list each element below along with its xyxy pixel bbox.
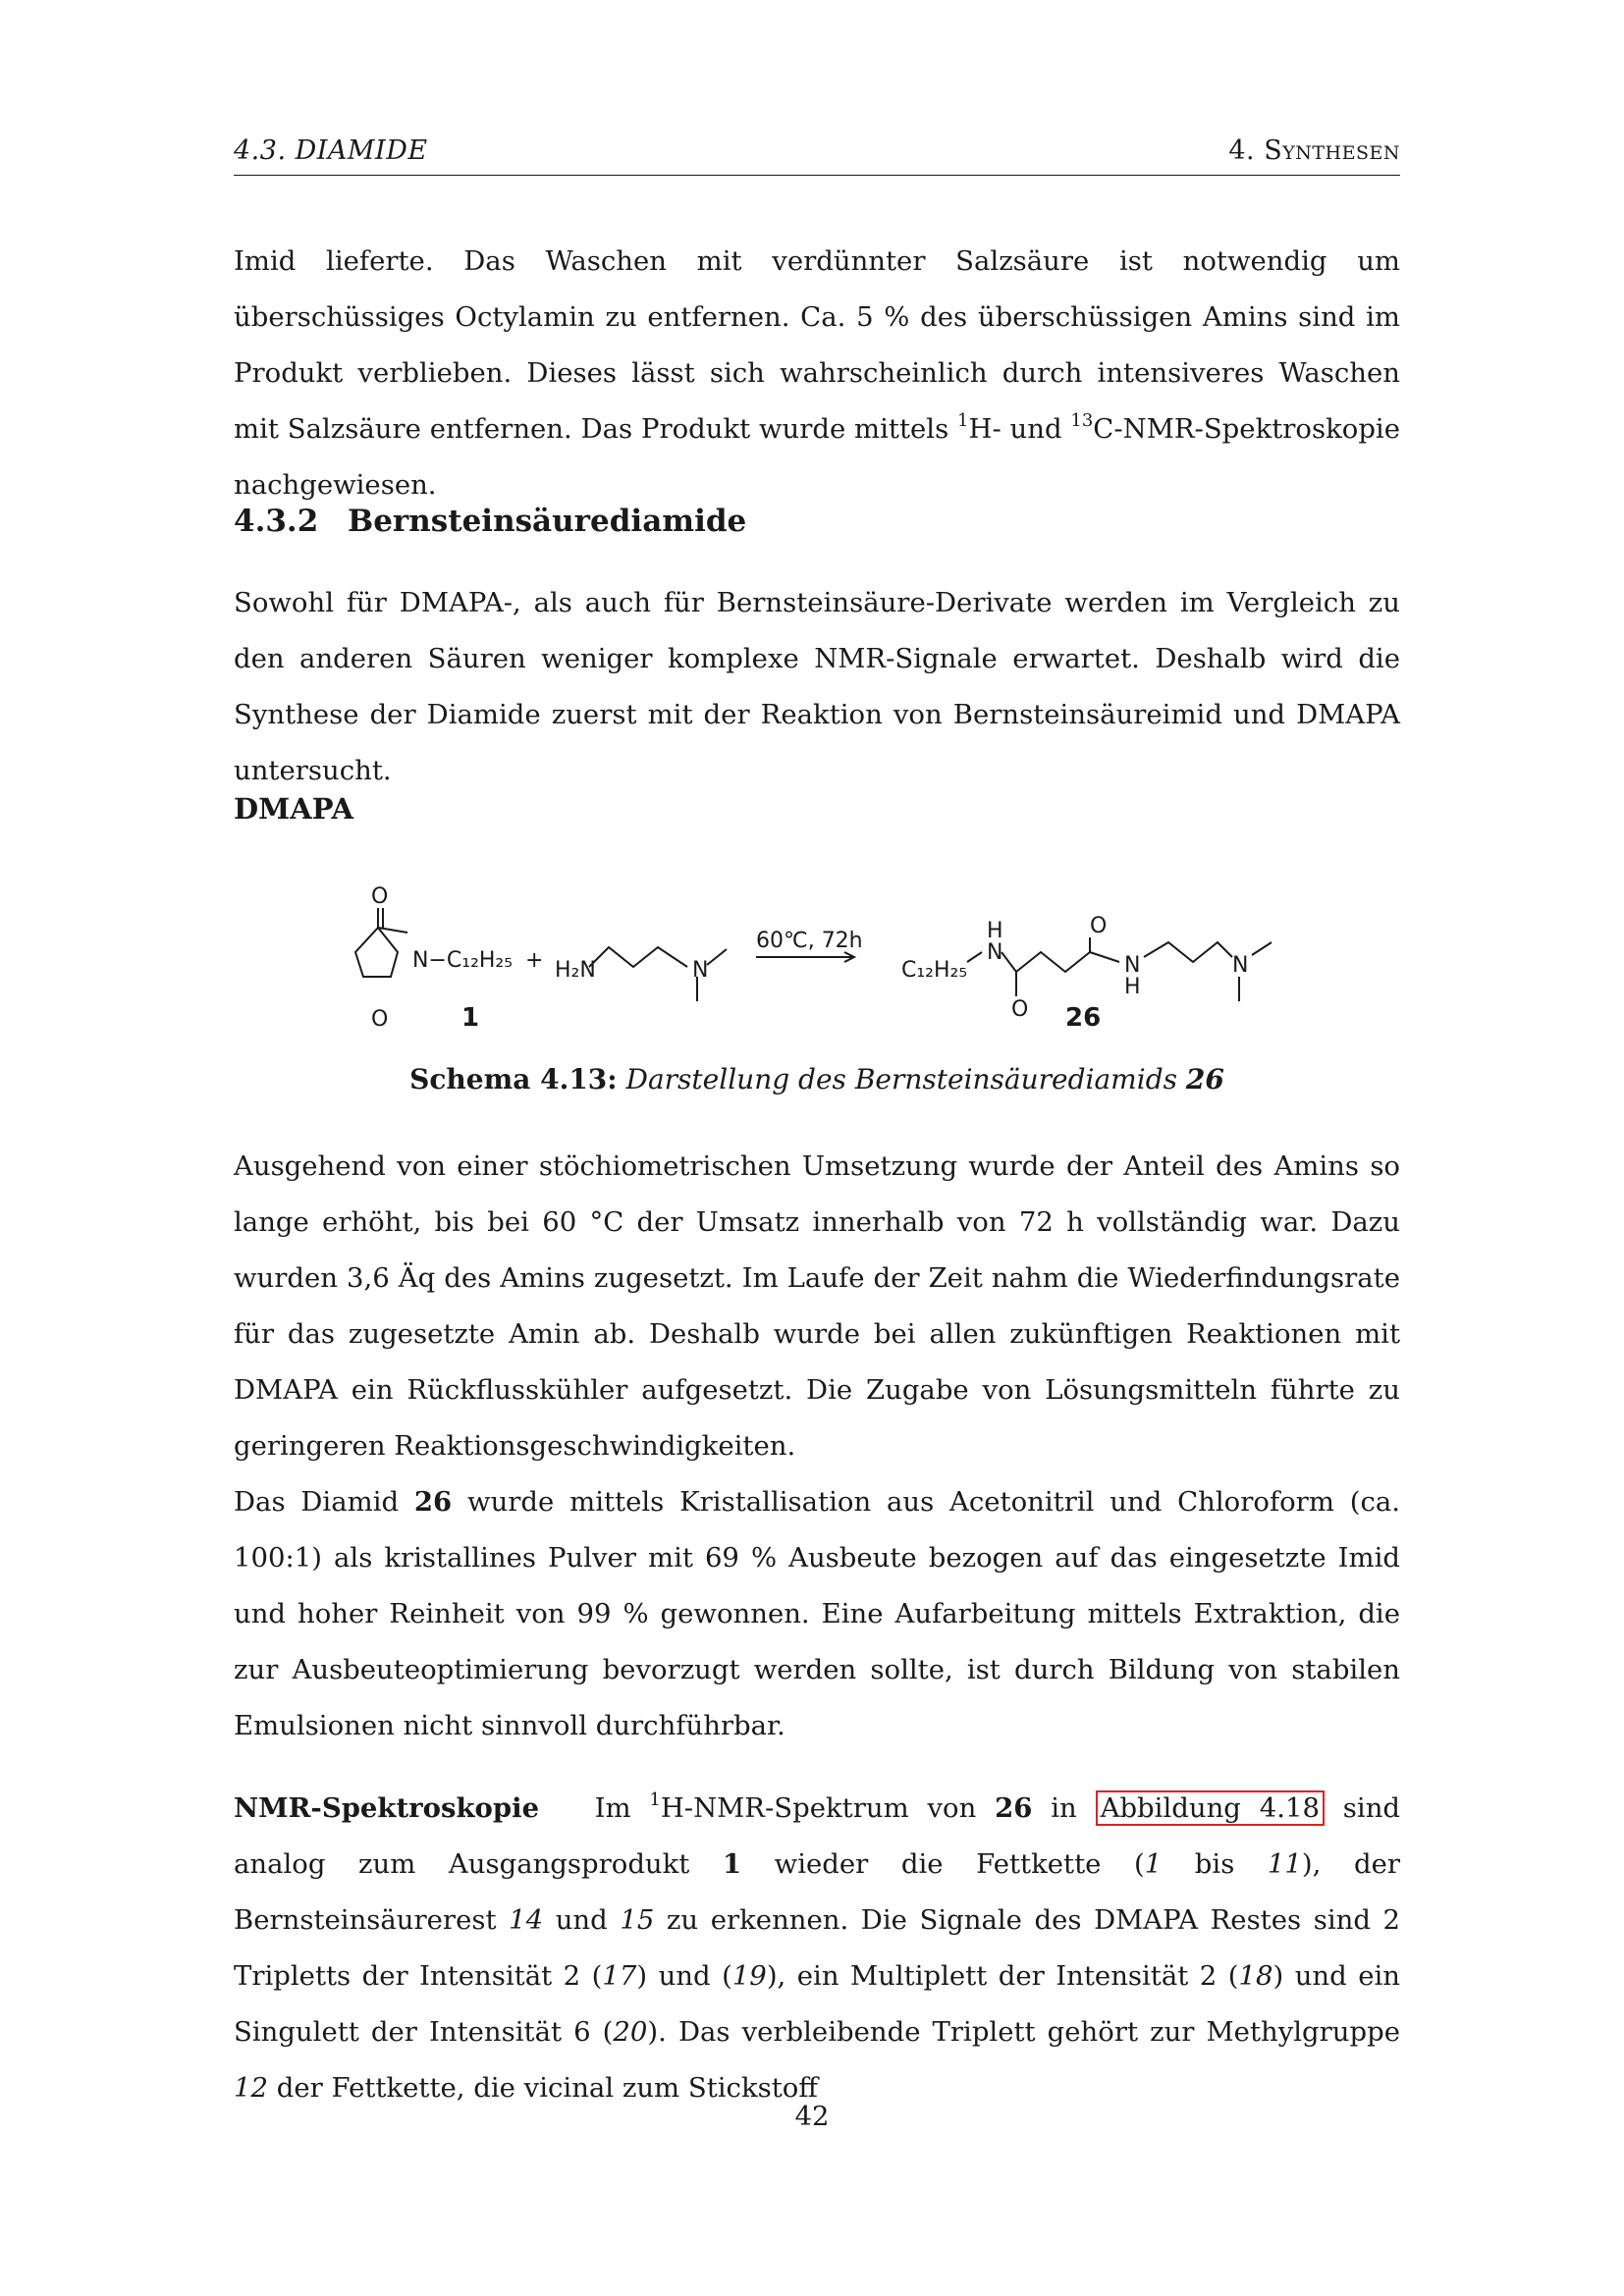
nmr-text-13: ). Das verbleibende Triplett gehört zur Methylgruppe <box>647 2016 1400 2048</box>
nmr-index-17: 17 <box>602 1960 637 1992</box>
n-atom-3: N <box>1232 953 1249 978</box>
nmr-text-4: sind analog zum Ausgangsprodukt <box>234 1792 1401 1880</box>
caption-text: Darstellung des Bernsteinsäurediamids <box>625 1063 1186 1095</box>
caption-compound-number: 26 <box>1185 1063 1224 1095</box>
imide-ring <box>355 928 398 977</box>
nmr-index-19: 19 <box>731 1960 767 1992</box>
nmr-text-12: ) und ein Singulett der Intensität 6 ( <box>234 1960 1400 2048</box>
compound-ref-26: 26 <box>413 1486 453 1518</box>
reaction-conditions: 60℃, 72h <box>756 929 863 953</box>
paragraph-conditions: Ausgehend von einer stöchiometrischen Umsetzung wurde der Anteil des Amins so lange erhöht, bis bei 60 °C der Umsatz innerhalb von 72 h vollständig war. Dazu wurden 3,6 Äq des Amins zugesetzt. Im Laufe der Zeit nahm die Wiederfindungsrate für das zugesetzte Amin ab. Deshalb wurde bei allen zukünftigen Reaktionen mit DMAPA ein Rückflusskühler aufgesetzt. Die Zugabe von Lösungsmitteln führte zu geringeren Reaktionsgeschwindigkeiten. <box>234 1150 1400 1462</box>
nmr-index-15: 15 <box>620 1904 655 1936</box>
amine-h2n: H₂N <box>555 958 596 983</box>
nmr-index-20: 20 <box>613 2016 648 2048</box>
intro-line-4b: H- und <box>968 413 1071 445</box>
section-title: Bernsteinsäurediamide <box>348 504 747 539</box>
nmr-index-11: 11 <box>1267 1848 1302 1880</box>
nmr-text-9: zu erkennen. Die Signale des DMAPA Restes sind 2 Tripletts der Intensität 2 ( <box>234 1904 1401 1992</box>
nmr-index-14: 14 <box>509 1904 544 1936</box>
n-atom-dmapa: N <box>692 958 709 983</box>
scheme-caption <box>234 1063 1400 1095</box>
page-number: 42 <box>794 2101 830 2132</box>
section-heading <box>234 504 746 539</box>
nmr-text-2: H-NMR-Spektrum von <box>660 1792 996 1824</box>
chain-label-1: N−C₁₂H₂₅ <box>412 948 514 973</box>
o-atom-product-1: O <box>1011 997 1029 1022</box>
succinimide-structure <box>355 908 407 977</box>
nmr-text-6: bis <box>1162 1848 1268 1880</box>
paragraph-crystallisation <box>234 1474 1400 1754</box>
crystallisation-rest: wurde mittels Kristallisation aus Acetonitril und Chloroform (ca. 100:1) als kristallines Pulver mit 69 % Ausbeute bezogen auf das eingesetzte Imid und hoher Reinheit von 99 % gewonnen. Eine Aufarbeitung mittels Extraktion, die zur Ausbeuteoptimierung bevorzugt werden sollte, ist durch Bildung von stabilen Emulsionen nicht sinnvoll durchführbar. <box>234 1486 1400 1741</box>
n-atom-1: N <box>987 940 1003 965</box>
nmr-index-12: 12 <box>234 2072 268 2104</box>
superscript-13: 13 <box>1070 410 1094 431</box>
nmr-text-1: Im <box>594 1792 650 1824</box>
intro-line-4a: Produkt wurde mittels <box>640 413 958 445</box>
product-bond-2 <box>1090 952 1119 962</box>
nmr-text-14: der Fettkette, die vicinal zum Stickstoff <box>268 2072 818 2104</box>
figure-reference-link[interactable]: Abbildung 4.18 <box>1096 1790 1325 1826</box>
paragraph-nmr <box>234 1781 1400 2116</box>
o-atom-bottom: O <box>371 1007 389 1032</box>
intro-line-1: Imid lieferte. Das Waschen mit verdünnter Salzsäure ist notwendig um überschüssiges <box>234 245 1400 333</box>
running-header <box>234 135 1400 176</box>
nmr-run-in-heading: NMR-Spektroskopie <box>234 1792 540 1824</box>
paragraph-section-intro: Sowohl für DMAPA-, als auch für Bernsteinsäure-Derivate werden im Vergleich zu den anderen Säuren weniger komplexe NMR-Signale erwartet. Deshalb wird die Synthese der Diamide zuerst mit der Reaktion von Bernsteinsäureimid und DMAPA untersucht. <box>234 587 1400 786</box>
paragraph-intro <box>234 234 1400 513</box>
nmr-compound-26: 26 <box>995 1792 1033 1824</box>
compound-label-26: 26 <box>1065 1003 1102 1033</box>
compound-label-1: 1 <box>461 1003 480 1033</box>
intro-line-2: Octylamin zu entfernen. Ca. 5 % des überschüssigen Amins sind im Produkt verblieben. <box>234 301 1400 389</box>
o-atom-top: O <box>371 884 389 909</box>
header-section-title: 4.3. DIAMIDE <box>234 135 428 166</box>
nmr-superscript: 1 <box>649 1789 661 1810</box>
nmr-text-5: wieder die Fettkette ( <box>741 1848 1145 1880</box>
product-chain <box>1144 942 1232 962</box>
intro-line-3: Dieses lässt sich wahrscheinlich durch intensiveres Waschen mit Salzsäure entfernen. Das <box>234 357 1400 445</box>
dmapa-chain <box>589 947 687 967</box>
plus-sign: + <box>525 948 544 973</box>
h-atom-1: H <box>987 919 1003 943</box>
nmr-text-10: ) und ( <box>636 1960 732 1992</box>
subheading-dmapa: DMAPA <box>234 792 353 826</box>
section-number: 4.3.2 <box>234 504 319 539</box>
nmr-text-8: und <box>543 1904 621 1936</box>
header-chapter-title: 4. Synthesen <box>1228 135 1400 166</box>
o-atom-product-2: O <box>1090 914 1108 938</box>
nmr-index-1: 1 <box>1144 1848 1163 1880</box>
product-backbone <box>1001 952 1090 972</box>
chain-label-2: C₁₂H₂₅ <box>901 958 968 983</box>
nmr-text-7: ), der Bernsteinsäurerest <box>234 1848 1400 1936</box>
caption-label: Schema 4.13: <box>409 1063 618 1095</box>
product-methyl-1 <box>1252 942 1272 955</box>
nmr-text-11: ), ein Multiplett der Intensität 2 ( <box>766 1960 1239 1992</box>
dmapa-methyl-1 <box>707 949 727 965</box>
crystallisation-start: Das Diamid <box>234 1486 414 1518</box>
intro-line-4c: C-NMR-Spektroskopie nachgewiesen. <box>234 413 1400 501</box>
superscript-1: 1 <box>957 410 969 431</box>
product-bond-1 <box>967 952 982 962</box>
nmr-index-18: 18 <box>1238 1960 1273 1992</box>
h-atom-2: H <box>1124 975 1141 999</box>
n-atom-2: N <box>1124 953 1141 978</box>
reaction-scheme <box>324 879 1296 1050</box>
nmr-text-3: in <box>1032 1792 1096 1824</box>
nmr-compound-1: 1 <box>722 1848 742 1880</box>
